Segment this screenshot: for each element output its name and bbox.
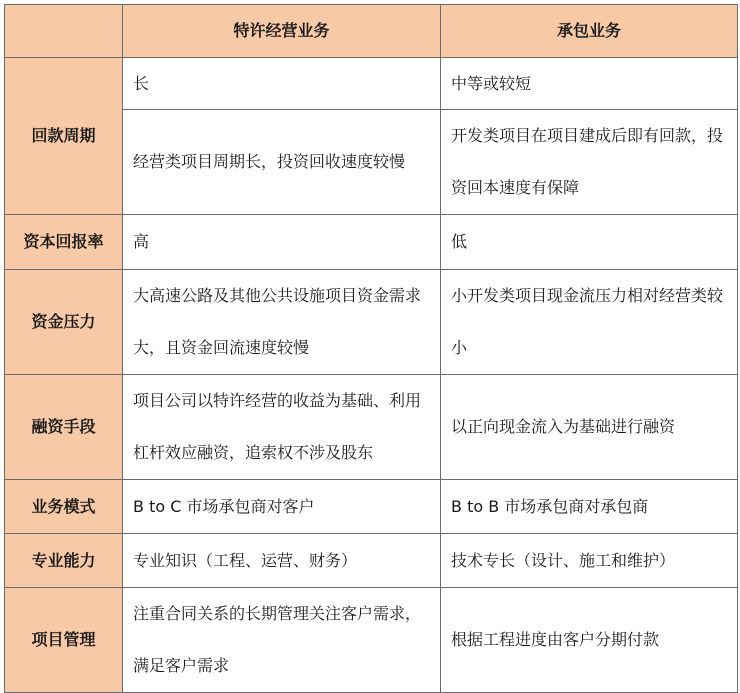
cell-text: 开发类项目在项目建成后即有回款，投资回本速度有保障 (451, 126, 724, 197)
cell-contract: 以正向现金流入为基础进行融资 (441, 375, 738, 480)
cell-franchise (123, 110, 441, 215)
row-label-payback-period: 回款周期 (5, 58, 123, 215)
cell-contract: 技术专长（设计、施工和维护） (441, 534, 738, 588)
row-label-professional-ability: 专业能力 (5, 534, 123, 588)
cell-text: 大高速公路及其他公共设施项目资金需求大，且资金回流速度较慢 (133, 286, 422, 357)
cell-text: 项目公司以特许经营的收益为基础、利用杠杆效应融资，追索权不涉及股东 (133, 391, 422, 462)
row-label-return-rate: 资本回报率 (5, 215, 123, 270)
row-label-project-management: 项目管理 (5, 588, 123, 693)
table-row (5, 480, 738, 534)
header-row (5, 5, 738, 58)
table-row (5, 375, 738, 480)
table-row (5, 534, 738, 588)
cell-contract (441, 110, 738, 215)
cell-contract: 根据工程进度由客户分期付款 (441, 588, 738, 693)
table-row (5, 58, 738, 110)
cell-text: 注重合同关系的长期管理关注客户需求，满足客户需求 (133, 604, 422, 675)
cell-franchise (123, 270, 441, 375)
header-franchise: 特许经营业务 (123, 5, 441, 58)
cell-franchise (123, 588, 441, 693)
cell-text: 小开发类项目现金流压力相对经营类较小 (451, 286, 724, 357)
cell-franchise: B to C 市场承包商对客户 (123, 480, 441, 534)
header-contract: 承包业务 (441, 5, 738, 58)
row-label-financing-method: 融资手段 (5, 375, 123, 480)
cell-contract: 低 (441, 215, 738, 270)
cell-text: 经营类项目周期长，投资回收速度较慢 (133, 152, 406, 171)
row-label-funding-pressure: 资金压力 (5, 270, 123, 375)
cell-contract: 中等或较短 (441, 58, 738, 110)
cell-franchise: 专业知识（工程、运营、财务） (123, 534, 441, 588)
cell-franchise: 长 (123, 58, 441, 110)
cell-franchise: 高 (123, 215, 441, 270)
cell-franchise (123, 375, 441, 480)
cell-contract: B to B 市场承包商对承包商 (441, 480, 738, 534)
header-corner (5, 5, 123, 58)
table-row (5, 270, 738, 375)
cell-contract (441, 270, 738, 375)
row-label-business-model: 业务模式 (5, 480, 123, 534)
table-row (5, 215, 738, 270)
table-row (5, 588, 738, 693)
comparison-table (4, 4, 738, 693)
